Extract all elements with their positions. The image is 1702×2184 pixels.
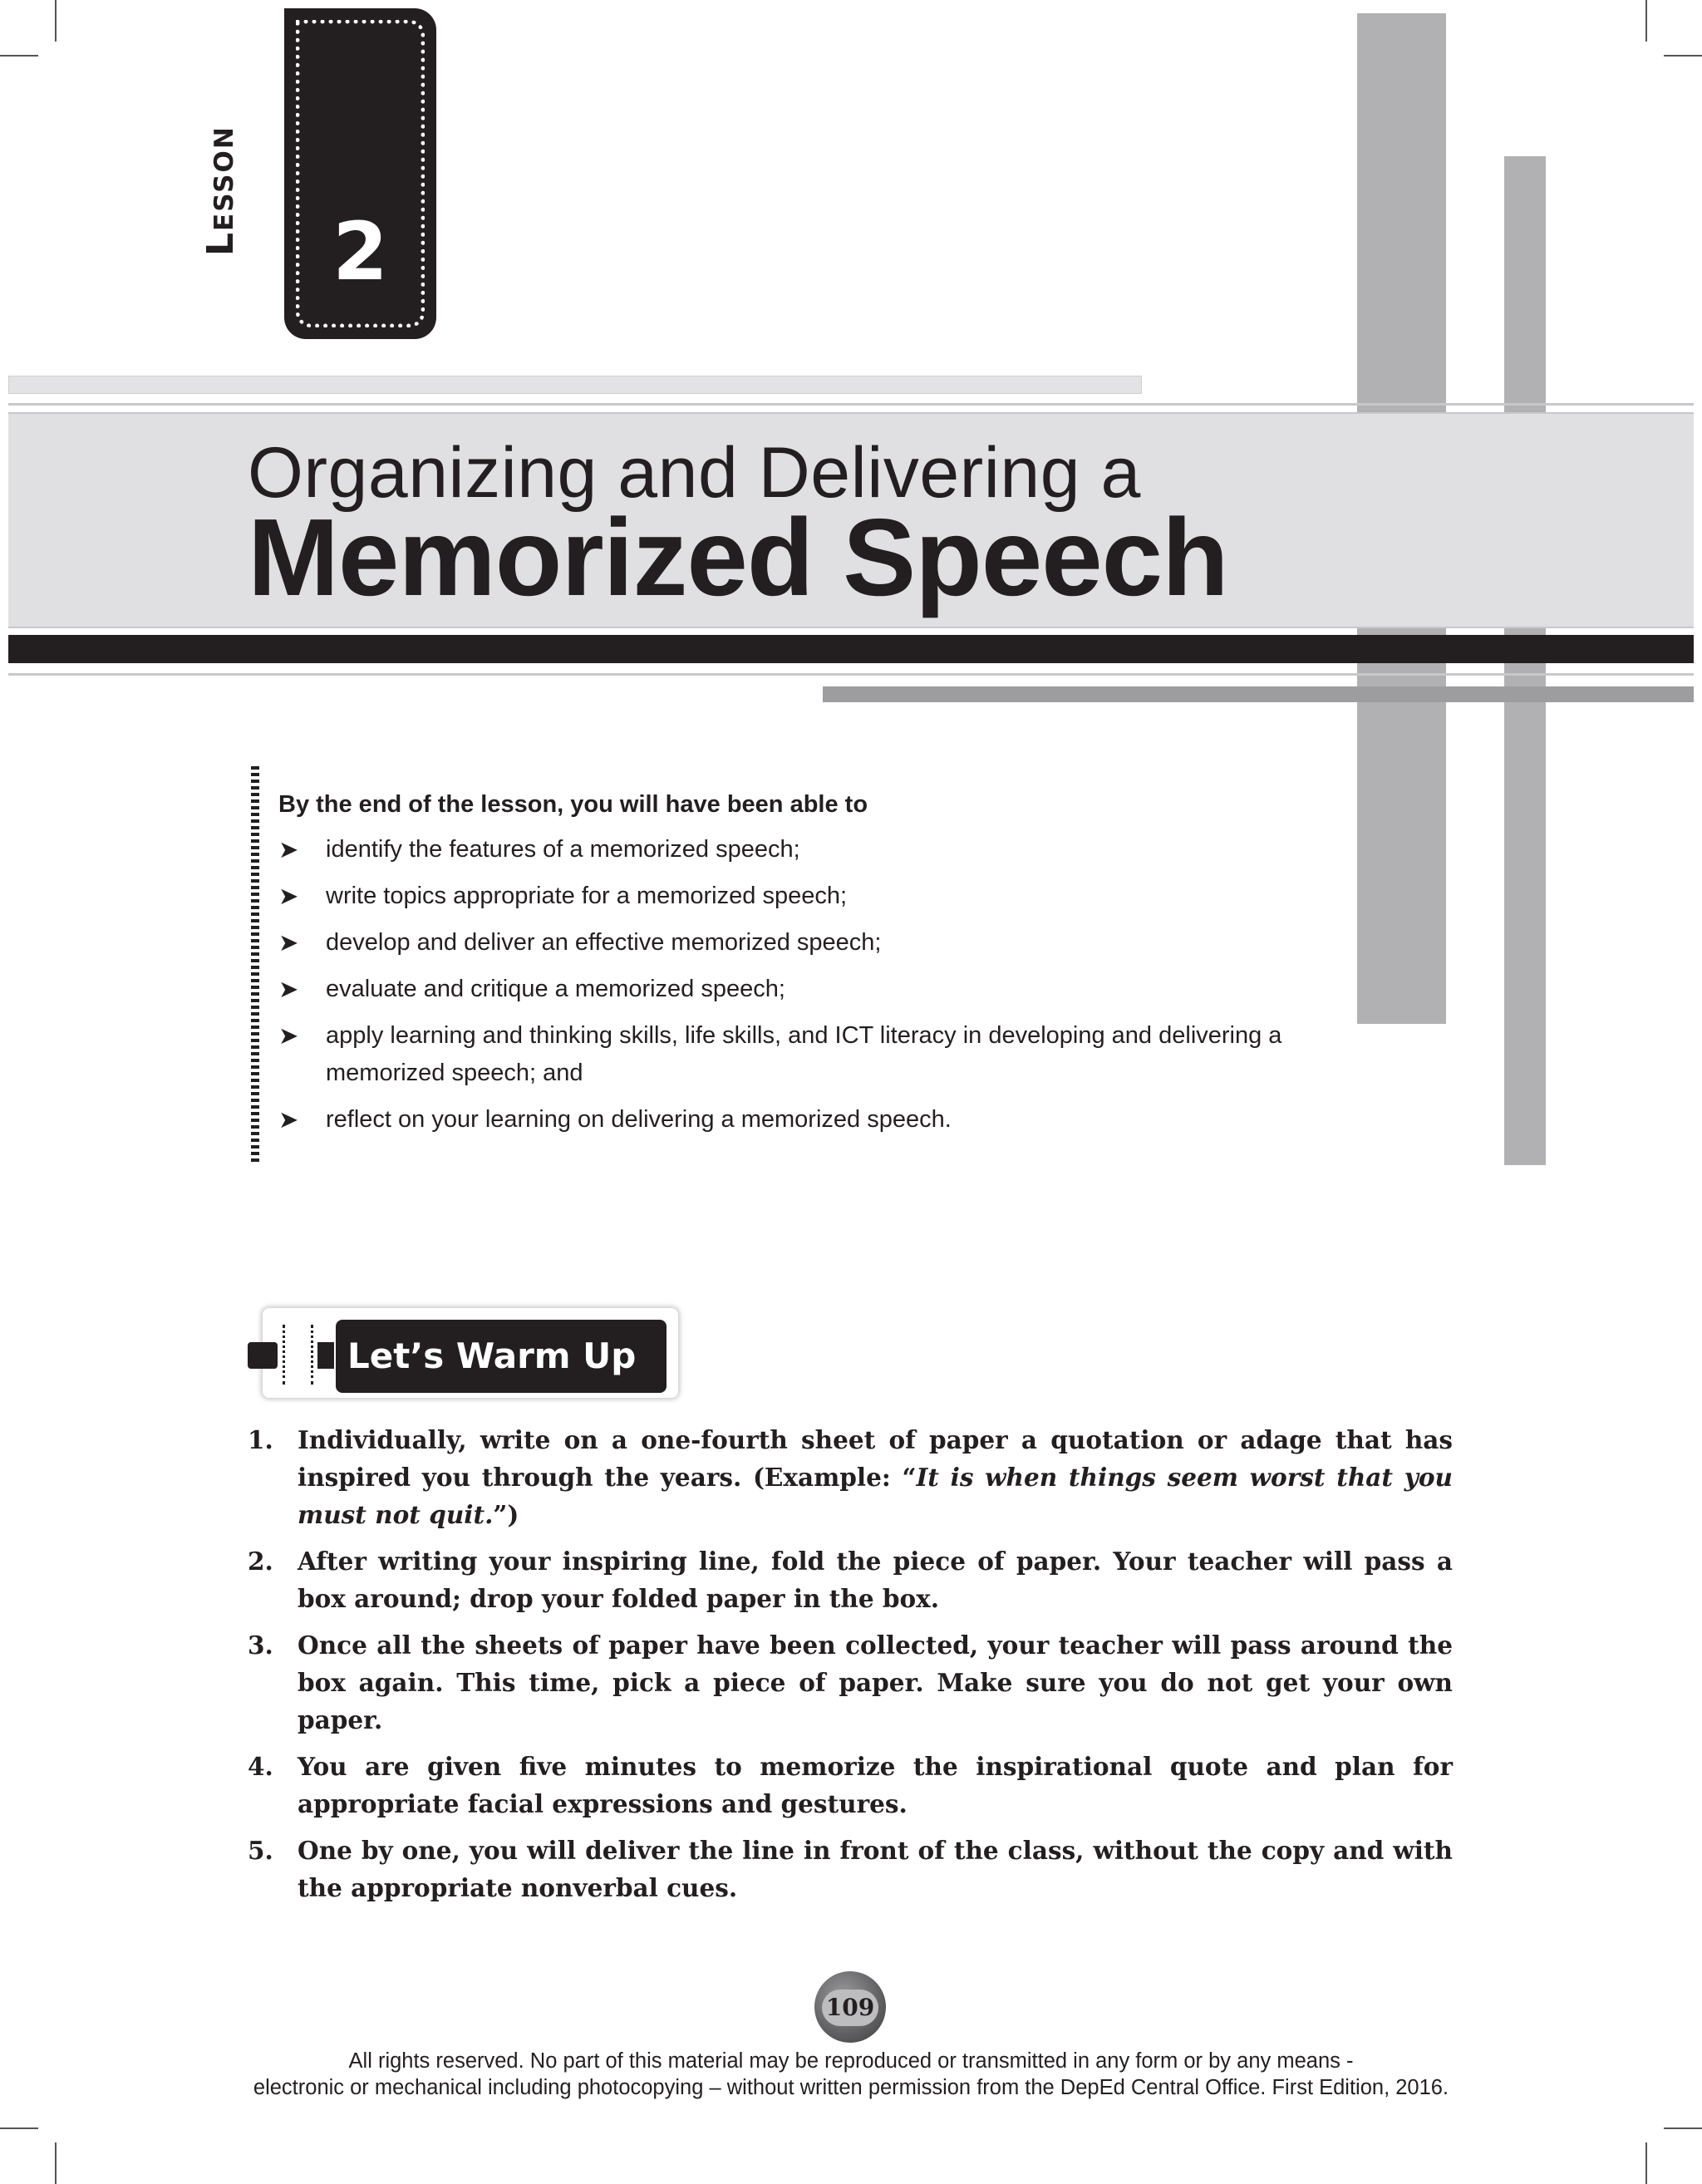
crop-mark	[55, 2142, 57, 2184]
list-item	[278, 971, 1350, 1008]
decorative-bar	[823, 686, 1694, 702]
page-number-badge	[814, 1971, 886, 2043]
page-number-pill	[822, 1990, 878, 2026]
list-item	[248, 1542, 1453, 1617]
decorative-rule	[8, 376, 1142, 394]
list-item	[248, 1626, 1453, 1739]
section-heading: Let’s Warm Up	[347, 1335, 637, 1376]
list-item	[248, 1832, 1453, 1906]
decorative-rule	[8, 403, 1694, 406]
item-text-end: ”)	[493, 1500, 519, 1529]
list-item	[278, 924, 1350, 962]
warm-up-tab-icon	[317, 1342, 334, 1369]
arrow-bullet-icon: ➤	[278, 882, 299, 910]
warm-up-list	[248, 1421, 1453, 1916]
objective-text: identify the features of a memorized speech;	[326, 836, 800, 863]
warm-up-perforation	[311, 1325, 313, 1385]
warm-up-perforation	[283, 1325, 285, 1385]
objective-text: evaluate and critique a memorized speech;	[326, 976, 785, 1002]
arrow-bullet-icon: ➤	[278, 835, 299, 863]
item-text: You are given five minutes to memorize the inspirational quote and plan for appropriate facial expressions and gestures.	[298, 1752, 1453, 1818]
objective-text: write topics appropriate for a memorized speech;	[326, 883, 848, 909]
lesson-label: Lesson	[199, 125, 242, 256]
arrow-bullet-icon: ➤	[278, 928, 299, 957]
list-item	[248, 1421, 1453, 1533]
item-text: After writing your inspiring line, fold the piece of paper. Your teacher will pass a box around; drop your folded paper in the box.	[298, 1547, 1453, 1613]
item-text: Individually, write on a one-fourth sheet of paper a quotation or adage that has inspired you through the years. (Example: “	[298, 1425, 1453, 1492]
page-title: Memorized Speech	[248, 496, 1228, 618]
objective-text: develop and deliver an effective memorized speech;	[326, 929, 882, 956]
arrow-bullet-icon: ➤	[278, 975, 299, 1003]
decorative-bar-black	[8, 635, 1694, 663]
objectives-intro: By the end of the lesson, you will have been able to	[278, 791, 868, 818]
crop-mark	[1664, 2127, 1702, 2129]
list-item	[278, 1101, 1350, 1139]
warm-up-heading-box	[336, 1320, 667, 1393]
lesson-number: 2	[332, 205, 388, 298]
item-text: Once all the sheets of paper have been collected, your teacher will pass around the box again. This time, pick a piece of paper. Make sure you do not get your own paper.	[298, 1631, 1453, 1734]
footer-line-1: All rights reserved. No part of this material may be reproduced or transmitted in any form or by any means -	[348, 2049, 1354, 2073]
footer-line-2: electronic or mechanical including photocopying – without written permission from the DepEd Central Office. First Edition, 2016.	[253, 2076, 1449, 2099]
decorative-rule	[8, 673, 1694, 676]
crop-mark	[55, 0, 57, 42]
page-number: 109	[825, 1994, 875, 2021]
item-number: 4.	[248, 1752, 273, 1781]
list-item	[278, 831, 1350, 868]
item-number: 5.	[248, 1836, 273, 1865]
item-number: 3.	[248, 1631, 273, 1660]
objectives-dotted-rule	[251, 766, 259, 1163]
item-number: 2.	[248, 1547, 273, 1576]
crop-mark	[0, 2127, 38, 2129]
page-subtitle: Organizing and Delivering a	[248, 433, 1141, 513]
objective-text: apply learning and thinking skills, life skills, and ICT literacy in developing and delivering a memorized speech; and	[326, 1022, 1282, 1086]
crop-mark	[1645, 2142, 1647, 2184]
objective-text: reflect on your learning on delivering a memorized speech.	[326, 1106, 952, 1133]
crop-mark	[1664, 55, 1702, 57]
crop-mark	[0, 55, 38, 57]
list-item	[278, 878, 1350, 915]
arrow-bullet-icon: ➤	[278, 1021, 299, 1050]
arrow-bullet-icon: ➤	[278, 1105, 299, 1134]
item-number: 1.	[248, 1425, 273, 1454]
list-item	[248, 1748, 1453, 1822]
list-item	[278, 1017, 1350, 1092]
warm-up-tab-icon	[248, 1342, 278, 1369]
item-example-quote: It is when things seem worst that you must not quit.	[298, 1463, 1453, 1529]
item-text: One by one, you will deliver the line in front of the class, without the copy and with the appropriate nonverbal cues.	[298, 1836, 1453, 1902]
objectives-list	[278, 831, 1350, 1148]
lesson-tab	[284, 8, 436, 339]
crop-mark	[1645, 0, 1647, 42]
